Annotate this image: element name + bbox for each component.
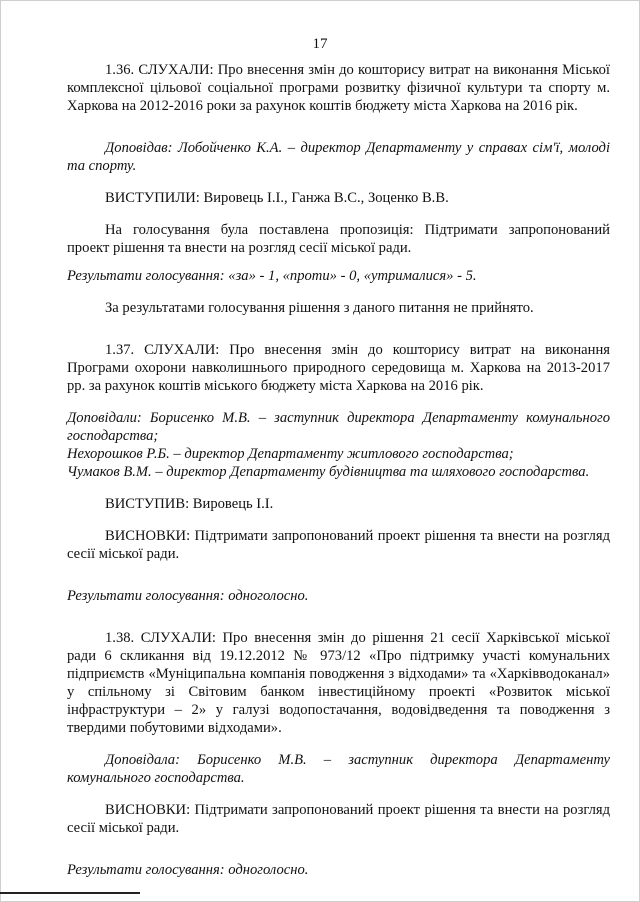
item-1-38-reporter: Доповідала: Борисенко М.В. – заступник директора Департаменту комунального господарства. <box>67 752 610 786</box>
item-1-36-heard: 1.36. СЛУХАЛИ: Про внесення змін до кошторису витрат на виконання Міської комплексної цільової соціальної програми розвитку фізичної культури та спорту м. Харкова на 2012-2016 роки за рахунок коштів бюджету міста Харкова на 2016 рік. <box>67 62 610 114</box>
document-body <box>67 61 610 879</box>
item-1-37-reporter-2: Нехорошков Р.Б. – директор Департаменту житлового господарства; <box>67 446 514 462</box>
page-number: 17 <box>312 36 328 52</box>
footnote-rule <box>0 892 140 894</box>
item-1-37-reporter-1: Доповідали: Борисенко М.В. – заступник директора Департаменту комунального господарства; <box>67 410 610 444</box>
item-1-37-spoke: ВИСТУПИВ: Вировець І.І. <box>105 496 274 512</box>
item-1-38-conclusion: ВИСНОВКИ: Підтримати запропонований проект рішення та внести на розгляд сесії міської ради. <box>67 802 610 836</box>
item-1-37-vote: Результати голосування: одноголосно. <box>67 588 309 604</box>
item-1-37-reporter-3: Чумаков В.М. – директор Департаменту будівництва та шляхового господарства. <box>67 464 590 480</box>
item-1-36-vote: Результати голосування: «за» - 1, «проти» - 0, «утрималися» - 5. <box>67 268 477 284</box>
item-1-36-reporter: Доповідав: Лобойченко К.А. – директор Департаменту у справах сім'ї, молоді та спорту. <box>67 140 610 174</box>
item-1-37-conclusion: ВИСНОВКИ: Підтримати запропонований проект рішення та внести на розгляд сесії міської ради. <box>67 528 610 562</box>
item-1-36-spoke: ВИСТУПИЛИ: Вировець І.І., Ганжа В.С., Зоценко В.В. <box>105 190 449 206</box>
item-1-38-vote: Результати голосування: одноголосно. <box>67 862 309 878</box>
item-1-37-heard: 1.37. СЛУХАЛИ: Про внесення змін до кошторису витрат на виконання Програми охорони навколишнього природного середовища м. Харкова на 2013-2017 рр. за рахунок коштів міського бюджету міста Харкова на 2016 рік. <box>67 342 610 394</box>
item-1-36-result: За результатами голосування рішення з даного питання не прийнято. <box>105 300 534 316</box>
item-1-38-heard: 1.38. СЛУХАЛИ: Про внесення змін до рішення 21 сесії Харківської міської ради 6 скликання від 19.12.2012 № 973/12 «Про підтримку участі комунальних підприємств «Муніципальна компанія поводження з відходами» та «Харківводоканал» у спільному зі Світовим банком інвестиційному проекті «Розвиток міської інфраструктури – 2» у галузі водопостачання, водовідведення та поводження з твердими побутовими відходами». <box>67 630 610 736</box>
item-1-36-proposal: На голосування була поставлена пропозиція: Підтримати запропонований проект рішення та внести на розгляд сесії міської ради. <box>67 222 610 256</box>
